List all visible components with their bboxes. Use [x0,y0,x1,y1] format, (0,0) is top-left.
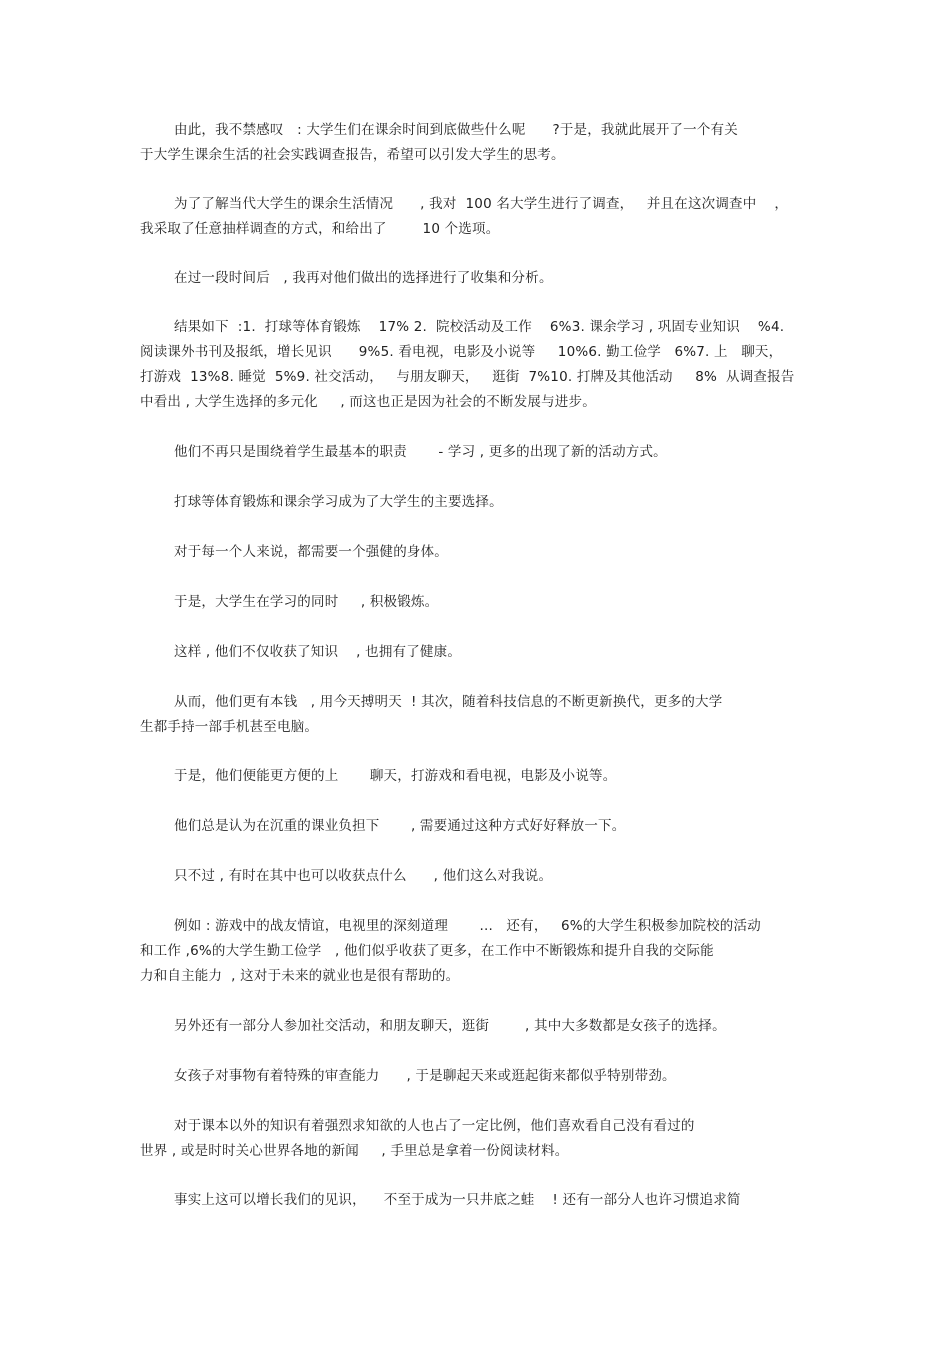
paragraph-12 [140,814,820,839]
paragraph-7 [140,540,820,565]
text-line: 力和自主能力 , 这对于未来的就业也是很有帮助的。 [140,968,460,984]
text-line: 于是，大学生在学习的同时 , 积极锻炼。 [174,594,439,610]
text-line: 只不过 , 有时在其中也可以收获点什么 , 他们这么对我说。 [174,868,553,884]
text-line: 为了了解当代大学生的课余生活情况 , 我对 100 名大学生进行了调查， 并且在这次调查中 ， [174,196,789,212]
paragraph-15 [140,1014,820,1039]
text-line: 于大学生课余生活的社会实践调查报告，希望可以引发大学生的思考。 [140,147,565,163]
text-line: 从而，他们更有本钱 , 用今天搏明天 ! 其次，随着科技信息的不断更新换代，更多的大学 [174,694,723,710]
paragraph-11 [140,764,820,789]
text-line: 对于课本以外的知识有着强烈求知欲的人也占了一定比例，他们喜欢看自己没有看过的 [174,1118,695,1134]
paragraph-9 [140,640,820,665]
text-line: 另外还有一部分人参加社交活动，和朋友聊天，逛街 , 其中大多数都是女孩子的选择。 [174,1018,726,1034]
paragraph-10 [140,690,820,740]
text-line: 打球等体育锻炼和课余学习成为了大学生的主要选择。 [174,494,503,510]
text-line: 结果如下 :1. 打球等体育锻炼 17% 2. 院校活动及工作 6%3. 课余学习 , 巩固专业知识 %4. [174,319,785,335]
text-line: 我采取了任意抽样调查的方式，和给出了 10 个选项。 [140,221,500,237]
text-line: 阅读课外书刊及报纸，增长见识 9%5. 看电视，电影及小说等 10%6. 勤工俭学 6%7. 上 聊天， [140,344,783,360]
paragraph-4 [140,315,820,415]
paragraph-3 [140,266,820,291]
paragraph-14 [140,914,820,989]
text-line: 在过一段时间后 , 我再对他们做出的选择进行了收集和分析。 [174,270,553,286]
text-line: 他们不再只是围绕着学生最基本的职责 - 学习 , 更多的出现了新的活动方式。 [174,444,667,460]
paragraph-2 [140,192,820,242]
text-line: 由此，我不禁感叹 : 大学生们在课余时间到底做些什么呢 ?于是，我就此展开了一个有关 [174,122,738,138]
text-line: 事实上这可以增长我们的见识， 不至于成为一只井底之蛙 ! 还有一部分人也许习惯追求简 [174,1192,741,1208]
text-line: 于是，他们便能更方便的上 聊天，打游戏和看电视，电影及小说等。 [174,768,617,784]
text-line: 这样 , 他们不仅收获了知识 , 也拥有了健康。 [174,644,462,660]
text-line: 世界 , 或是时时关心世界各地的新闻 , 手里总是拿着一份阅读材料。 [140,1143,569,1159]
paragraph-13 [140,864,820,889]
paragraph-1 [140,118,820,168]
text-line: 中看出 , 大学生选择的多元化 , 而这也正是因为社会的不断发展与进步。 [140,394,596,410]
text-line: 例如 : 游戏中的战友情谊，电视里的深刻道理 ... 还有， 6%的大学生积极参加院校的活动 [174,918,761,934]
text-line: 和工作 ,6%的大学生勤工俭学 , 他们似乎收获了更多，在工作中不断锻炼和提升自我的交际能 [140,943,714,959]
paragraph-18 [140,1188,820,1213]
paragraph-5 [140,440,820,465]
paragraph-16 [140,1064,820,1089]
paragraph-8 [140,590,820,615]
paragraph-17 [140,1114,820,1164]
text-line: 打游戏 13%8. 睡觉 5%9. 社交活动， 与朋友聊天， 逛街 7%10. 打牌及其他活动 8% 从调查报告 [140,369,795,385]
paragraph-6 [140,490,820,515]
text-line: 生都手持一部手机甚至电脑。 [140,719,319,735]
text-line: 他们总是认为在沉重的课业负担下 , 需要通过这种方式好好释放一下。 [174,818,626,834]
text-line: 女孩子对事物有着特殊的审查能力 , 于是聊起天来或逛起街来都似乎特别带劲。 [174,1068,676,1084]
text-line: 对于每一个人来说，都需要一个强健的身体。 [174,544,448,560]
